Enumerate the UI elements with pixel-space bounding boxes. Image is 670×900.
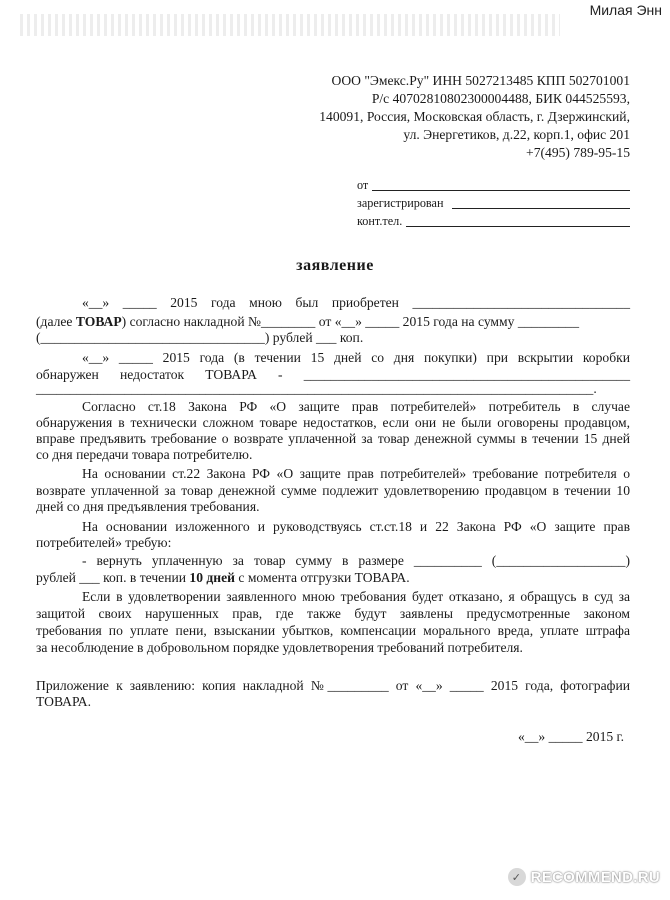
watermark-text: RECOMMEND.RU — [530, 868, 660, 886]
text-line: Если в удовлетворении заявленного мною требования будет отказано, я обращусь в суд за — [82, 589, 630, 604]
text-line: возврате уплаченной за товар денежной сумме подлежит удовлетворению продавцом в течении 10 — [36, 483, 630, 498]
text-line: за несоблюдение в добровольном порядке удовлетворения требований потребителя. — [36, 640, 523, 655]
text-line: дней со дня предъявления требования. — [36, 499, 260, 514]
text-line: «__» _____ 2015 года (в течении 15 дней со дня покупки) при вскрытии коробки — [82, 350, 630, 365]
text-fragment: (далее — [36, 314, 76, 329]
text-fragment: ) согласно накладной №________ от «__» _____ 2015 года на сумму _________ — [121, 314, 580, 329]
text-fragment: рублей ___ коп. в течении — [36, 570, 190, 585]
text-fragment-bold: 10 дней — [189, 570, 235, 585]
registered-label: зарегистрирован — [357, 196, 444, 210]
document-title: заявление — [296, 257, 374, 274]
text-line: - вернуть уплаченную за товар сумму в размере __________ (___________________) — [82, 553, 630, 568]
text-line: вправе предъявить требование о возврате уплаченной за товар денежной суммы в течении 15 дней — [36, 431, 630, 446]
contact-field[interactable] — [406, 226, 630, 227]
text-line: На основании изложенного и руководствуясь ст.ст.18 и 22 Закона РФ «О защите прав — [82, 519, 630, 534]
text-line: потребителей» требую: — [36, 535, 172, 550]
signature-date: «__» _____ 2015 г. — [518, 729, 624, 744]
addressee-line: +7(495) 789-95-15 — [526, 145, 630, 160]
text-line: (_________________________________) рублей ___ коп. — [36, 330, 364, 345]
contact-label: конт.тел. — [357, 214, 403, 228]
text-line: обнаружения в технически сложном товаре недостатков, если они не были оговорены продавцом, — [36, 415, 630, 430]
text-line: требования по уплате пени, взыскании убытков, компенсации морального вреда, уплате штрафа — [36, 623, 630, 638]
recommend-logo-icon: ✓ — [508, 868, 526, 886]
text-line: __________________________________________________________________________________. — [36, 381, 597, 396]
appendix-line: Приложение к заявлению: копия накладной №_________ от «__» _____ 2015 года, фотографии — [36, 678, 630, 693]
text-line: На основании ст.22 Закона РФ «О защите прав потребителей» требование потребителя о — [82, 466, 630, 481]
text-line: со дня передачи товара потребителю. — [36, 447, 253, 462]
text-fragment-bold: ТОВАР — [75, 314, 122, 329]
watermark — [508, 864, 660, 890]
text-line: защитой своих нарушенных прав, где также будут заявлены предусмотренные законом — [36, 606, 630, 621]
registered-field[interactable] — [452, 208, 630, 209]
appendix-line: ТОВАРА. — [36, 694, 92, 709]
addressee-line: ул. Энергетиков, д.22, корп.1, офис 201 — [403, 127, 630, 142]
text-line: Согласно ст.18 Закона РФ «О защите прав потребителей» потребитель в случае — [82, 399, 630, 414]
text-fragment: с момента отгрузки ТОВАРА. — [235, 570, 410, 585]
from-label: от — [357, 178, 369, 192]
text-line — [36, 314, 630, 330]
from-field[interactable] — [372, 190, 630, 191]
text-line: «__» _____ 2015 года мною был приобретен ________________________________ — [82, 295, 630, 310]
addressee-line: Р/с 40702810802300004488, БИК 044525593, — [371, 91, 630, 106]
text-line: обнаружен недостаток ТОВАРА - ________________________________________________ — [36, 367, 630, 382]
text-line — [36, 570, 410, 586]
addressee-line: 140091, Россия, Московская область, г. Дзержинский, — [319, 109, 630, 124]
author-name[interactable]: Милая Энн — [589, 2, 662, 18]
addressee-line: ООО "Эмекс.Ру" ИНН 5027213485 КПП 502701001 — [331, 73, 630, 88]
